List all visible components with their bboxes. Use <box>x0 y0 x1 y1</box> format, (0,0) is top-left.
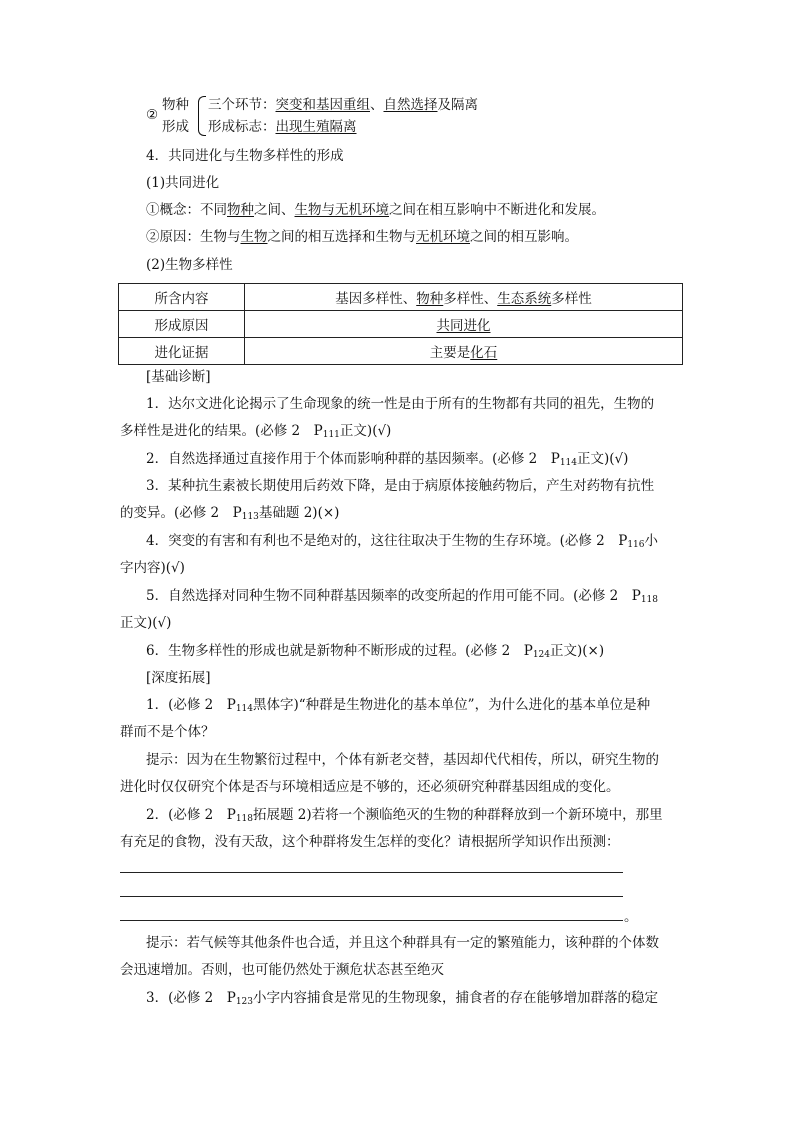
extension-q3-line1: 3．(必修 2 $P_{123}$小字内容捕食是常见的生物现象，捕食者的存在能够增加群落的稳定 <box>146 990 659 1007</box>
species-formation-label-line1: 物种 <box>162 97 189 113</box>
extension-a1-line1: 提示：因为在生物繁衍过程中，个体有新老交替，基因却代代相传，所以，研究生物的 <box>146 752 659 768</box>
extension-q1-line1: 1．(必修 2 $P_{114}$黑体字)“种群是生物进化的基本单位”，为什么进化的基本单位是种 <box>146 697 651 714</box>
biodiversity-table <box>118 283 683 365</box>
extension-q1-line2: 群而不是个体？ <box>120 724 215 740</box>
brace-bracket <box>198 96 206 136</box>
coevolution-cause: ②原因：生物与生物之间的相互选择和生物与无机环境之间的相互影响。 <box>146 229 578 245</box>
extension-title: [深度拓展] <box>146 670 211 686</box>
answer-line <box>120 896 623 897</box>
table-cell-value: 主要是化石 <box>245 338 683 365</box>
section4-heading: 4．共同进化与生物多样性的形成 <box>146 148 344 164</box>
diagnosis-item-4-line2: 字内容)(√) <box>120 560 185 576</box>
species-formation-item2: 形成标志：出现生殖隔离 <box>208 119 357 135</box>
table-cell-label: 所含内容 <box>119 284 245 311</box>
answer-line <box>120 872 623 873</box>
extension-a1-line2: 进化时仅仅研究个体是否与环境相适应是不够的，还必须研究种群基因组成的变化。 <box>120 779 620 795</box>
diagnosis-item-3-line1: 3．某种抗生素被长期使用后药效下降，是由于病原体接触药物后，产生对药物有抗性 <box>146 478 655 494</box>
species-formation-item1: 三个环节：突变和基因重组、自然选择及隔离 <box>208 97 478 113</box>
coevolution-concept: ①概念：不同物种之间、生物与无机环境之间在相互影响中不断进化和发展。 <box>146 202 605 218</box>
answer-line <box>120 920 623 921</box>
subsection-biodiversity: (2)生物多样性 <box>146 257 233 273</box>
species-formation-label-line2: 形成 <box>162 119 189 135</box>
diagnosis-title: [基础诊断] <box>146 369 211 385</box>
diagnosis-item-1-line1: 1．达尔文进化论揭示了生命现象的统一性是由于所有的生物都有共同的祖先，生物的 <box>146 396 655 412</box>
diagnosis-item-2: 2．自然选择通过直接作用于个体而影响种群的基因频率。(必修 2 $P_{114}$正文)(√) <box>146 451 629 468</box>
extension-q2-line1: 2．(必修 2 $P_{118}$拓展题 2)若将一个濒临绝灭的生物的种群释放到一个新环境中，那里 <box>146 807 663 824</box>
diagnosis-item-6: 6．生物多样性的形成也就是新物种不断形成的过程。(必修 2 $P_{124}$正文)(×) <box>146 643 605 660</box>
table-row <box>119 311 683 338</box>
extension-q2-line2: 有充足的食物，没有天敌，这个种群将发生怎样的变化？请根据所学知识作出预测： <box>120 834 620 850</box>
subsection-coevolution: (1)共同进化 <box>146 175 220 191</box>
extension-a2-line1: 提示：若气候等其他条件也合适，并且这个种群具有一定的繁殖能力，该种群的个体数 <box>146 935 659 951</box>
diagnosis-item-5-line2: 正文)(√) <box>120 615 172 631</box>
diagnosis-item-5-line1: 5．自然选择对同种生物不同种群基因频率的改变所起的作用可能不同。(必修 2 $P_{118}$ <box>146 588 659 605</box>
table-row <box>119 284 683 311</box>
answer-end-mark: 。 <box>624 909 638 925</box>
species-formation-number: ② <box>146 107 159 123</box>
table-row <box>119 338 683 365</box>
diagnosis-item-4-line1: 4．突变的有害和有利也不是绝对的，这往往取决于生物的生存环境。(必修 2 $P_{116}$小 <box>146 533 659 550</box>
diagnosis-item-1-line2: 多样性是进化的结果。(必修 2 $P_{111}$正文)(√) <box>120 423 392 440</box>
table-cell-value: 基因多样性、物种多样性、生态系统多样性 <box>245 284 683 311</box>
table-cell-value: 共同进化 <box>245 311 683 338</box>
extension-a2-line2: 会迅速增加。否则，也可能仍然处于濒危状态甚至绝灭 <box>120 962 444 978</box>
table-cell-label: 形成原因 <box>119 311 245 338</box>
table-cell-label: 进化证据 <box>119 338 245 365</box>
diagnosis-item-3-line2: 的变异。(必修 2 $P_{113}$基础题 2)(×) <box>120 505 340 522</box>
